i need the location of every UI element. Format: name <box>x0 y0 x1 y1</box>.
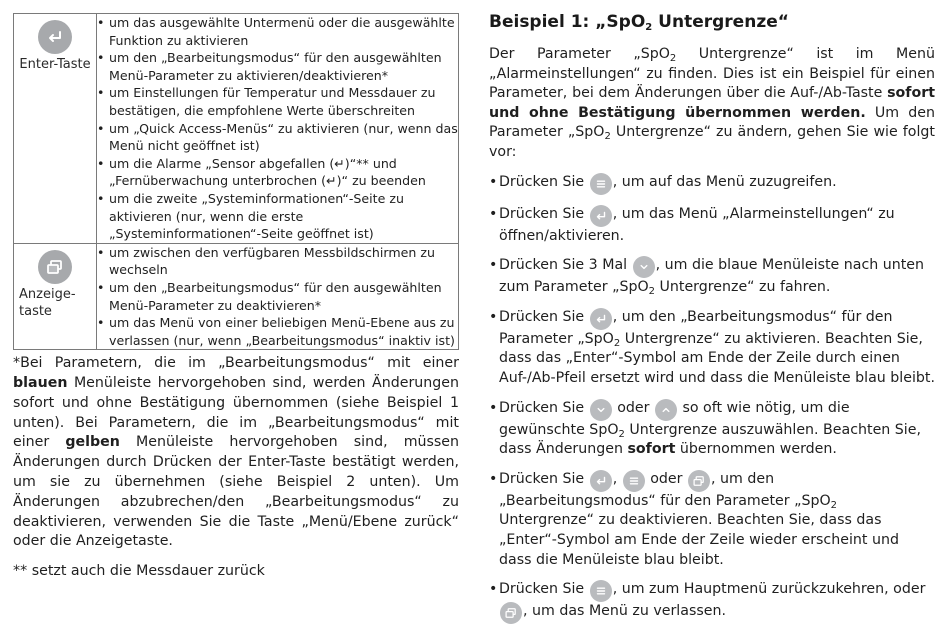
list-item: • um zwischen den verfügbaren Messbildschirmen zu wechseln <box>97 244 458 279</box>
example-intro: Der Parameter „SpO$_2$ Untergrenze“ ist im Menü „Alarmeinstellungen“ zu finden. Dies ist ein Beispiel für einen Parameter, bei dem Änderungen über die Auf-/Ab-Taste sofort und ohne Bestätigung übernommen werden. Um den Parameter „SpO$_2$ Untergrenze“ zu ändern, gehen Sie wie folgt vor: <box>489 46 935 160</box>
display-screens-icon <box>688 470 710 492</box>
chevron-down-icon <box>633 256 655 278</box>
step-3: • Drücken Sie 3 Mal , um die blaue Menüleiste nach unten zum Parameter „SpO$_2$ Untergrenze“ zu fahren. <box>489 256 935 298</box>
enter-return-icon <box>38 20 72 54</box>
list-item: • um den „Bearbeitungsmodus“ für den ausgewählten Menü-Parameter zu aktivieren/deaktivieren* <box>97 49 458 84</box>
list-item: • um Einstellungen für Temperatur und Messdauer zu bestätigen, die empfohlene Werte überschreiten <box>97 84 458 119</box>
left-column <box>13 13 459 582</box>
table-row-enter <box>14 14 459 244</box>
display-function-list <box>97 244 458 350</box>
list-item: • um die zweite „Systeminformationen“-Seite zu aktivieren (nur, wenn die erste „Systeminformationen“-Seite geöffnet ist) <box>97 190 458 243</box>
example-heading: Beispiel 1: „SpO$_2$ Untergrenze“ <box>489 12 789 33</box>
list-item: • um den „Bearbeitungsmodus“ für den ausgewählten Menü-Parameter zu deaktivieren* <box>97 279 458 314</box>
step-5: • Drücken Sie oder so oft wie nötig, um die gewünschte SpO$_2$ Untergrenze auszuwählen. Beachten Sie, dass Änderungen sofort übernommen werden. <box>489 399 935 460</box>
step-2: • Drücken Sie , um das Menü „Alarmeinstellungen“ zu öffnen/aktivieren. <box>489 205 935 247</box>
display-screens-icon <box>38 250 72 284</box>
right-column <box>489 11 935 634</box>
enter-key-description <box>97 14 459 244</box>
list-item: • um die Alarme „Sensor abgefallen (↵)“** und „Fernüberwachung unterbrochen (↵)“ zu beenden <box>97 155 458 190</box>
enter-key-label: Enter-Taste <box>19 57 91 72</box>
menu-icon <box>590 173 612 195</box>
enter-function-list <box>97 14 458 243</box>
list-item: • um „Quick Access-Menüs“ zu aktivieren (nur, wenn das Menü nicht geöffnet ist) <box>97 120 458 155</box>
footnote-edit-mode: *Bei Parametern, die im „Bearbeitungsmodus“ mit einer blauen Menüleiste hervorgehoben sind, werden Änderungen sofort und ohne Bestätigung übernommen (siehe Beispiel 1 unten). Bei Parametern, die im „Bearbeitungsmodus“ mit einer gelben Menüleiste hervorgehoben sind, müssen Änderungen durch Drücken der Enter-Taste bestätigt werden, um sie zu übernehmen (siehe Beispiel 2 unten). Um Änderungen abzubrechen/den „Bearbeitungsmodus“ zu deaktivieren, verwenden Sie die Taste „Menü/Ebene zurück“ oder die Anzeigetaste. <box>13 355 460 550</box>
step-6: • Drücken Sie , oder , um den „Bearbeitungsmodus“ für den Parameter „SpO$_2$ Untergrenze“ zu deaktivieren. Beachten Sie, dass das „Enter“-Symbol am Ende der Zeile wieder erscheint und dass die Menüleiste blau bleibt. <box>489 470 935 570</box>
key-function-table <box>13 13 459 350</box>
list-item: • um das ausgewählte Untermenü oder die ausgewählte Funktion zu aktivieren <box>97 14 458 49</box>
step-1: • Drücken Sie , um auf das Menü zuzugreifen. <box>489 173 935 195</box>
display-key-cell <box>14 243 97 350</box>
example-steps <box>489 173 935 625</box>
footnote-duration-reset: ** setzt auch die Messdauer zurück <box>13 563 265 580</box>
list-item: • um das Menü von einer beliebigen Menü-Ebene aus zu verlassen (nur, wenn „Bearbeitungsmodus“ inaktiv ist) <box>97 314 458 349</box>
display-key-label: Anzeige-taste <box>19 286 76 319</box>
table-row-display <box>14 243 459 350</box>
step-7: • Drücken Sie , um zum Hauptmenü zurückzukehren, oder , um das Menü zu verlassen. <box>489 580 935 624</box>
enter-return-icon <box>590 205 612 227</box>
menu-icon <box>590 580 612 602</box>
display-key-description <box>97 243 459 350</box>
menu-icon <box>623 470 645 492</box>
chevron-up-icon <box>655 399 677 421</box>
step-4: • Drücken Sie , um den „Bearbeitungsmodus“ für den Parameter „SpO$_2$ Untergrenze“ zu aktivieren. Beachten Sie, dass das „Enter“-Symbol am Ende der Zeile durch einen Auf-/Ab-Pfeil ersetzt wird und dass die Menüleiste blau bleibt. <box>489 308 935 389</box>
enter-return-icon <box>590 308 612 330</box>
enter-return-icon <box>590 470 612 492</box>
display-screens-icon <box>500 602 522 624</box>
chevron-down-icon <box>590 399 612 421</box>
enter-key-cell <box>14 14 97 244</box>
